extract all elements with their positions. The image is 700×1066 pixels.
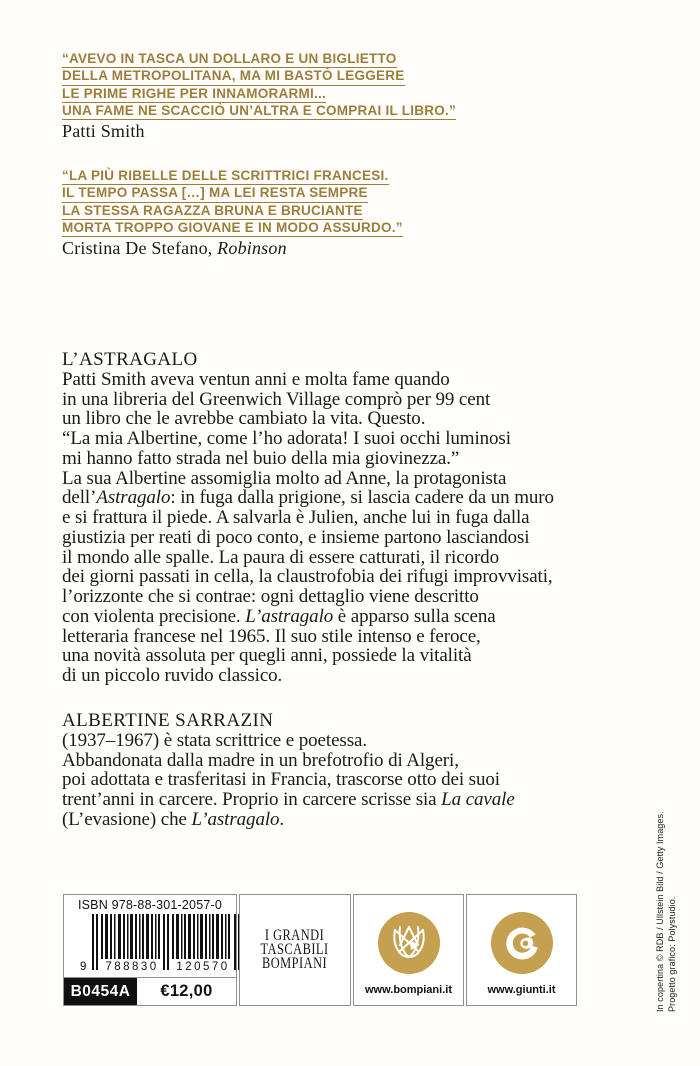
cover-credit-line-1: In copertina © RDB / Ullstein Bild / Getty Images. (655, 811, 665, 1012)
giunti-logo-icon (491, 912, 553, 974)
author-bio-block (62, 711, 515, 830)
cover-credit-line-2: Progetto grafico: Polystudio. (666, 896, 677, 1012)
quote-attribution-cristina: Cristina De Stefano, Robinson (62, 238, 287, 258)
synopsis-heading: L’ASTRAGALO (62, 349, 198, 370)
cover-credit-text (655, 811, 678, 1012)
synopsis-block (62, 350, 554, 686)
quote-cristina-de-stefano: “LA PIÙ RIBELLE DELLE SCRITTRICI FRANCESI. IL TEMPO PASSA […] MA LEI RESTA SEMPRE LA STESSA RAGAZZA BRUNA E BRUCIANTE MORTA TROPPO GIOVANE E IN MODO ASSURDO.” (62, 167, 403, 236)
barcode-digits (79, 961, 228, 974)
imprint-name: I GRANDI TASCABILI BOMPIANI (260, 926, 330, 973)
imprint-cell (239, 894, 351, 1006)
author-name-heading: ALBERTINE SARRAZIN (62, 710, 274, 731)
barcode-digit-group-2: 120570 (172, 961, 234, 974)
code-price-row (64, 977, 236, 1005)
barcode-digit-group-1: 788830 (101, 961, 163, 974)
quote-attribution-patti-smith: Patti Smith (62, 121, 145, 141)
price-label: €12,00 (160, 982, 213, 1000)
bompiani-logo-cell (353, 894, 464, 1006)
author-bio-text: (1937–1967) è stata scrittrice e poetessa. Abbandonata dalla madre in un brefotrofio di Algeri, poi adottata e trasferitasi in Francia, trascorse otto dei suoi trent’anni in carcere. Proprio in carcere scrisse sia La cavale (L’evasione) che L’astragalo. (62, 729, 515, 830)
isbn-label: ISBN 978-88-301-2057-0 (77, 898, 223, 912)
giunti-url: www.giunti.it (487, 984, 556, 996)
quote-patti-smith: “AVEVO IN TASCA UN DOLLARO E UN BIGLIETTO DELLA METROPOLITANA, MA MI BASTÒ LEGGERE LE PRIME RIGHE PER INNAMORARMI... UNA FAME NE SCACCIÒ UN’ALTRA E COMPRAI IL LIBRO.” (62, 50, 456, 119)
barcode-digit-lead: 9 (80, 961, 87, 973)
product-code-badge: B0454A (64, 978, 137, 1005)
footer-strip (63, 894, 577, 1006)
ean-barcode (79, 914, 232, 973)
synopsis-text: Patti Smith aveva ventun anni e molta fame quando in una libreria del Greenwich Village comprò per 99 cent un libro che le avrebbe cambiato la vita. Questo. “La mia Albertine, come l’ho adorata! I suoi occhi luminosi mi hanno fatto strada nel buio della mia giovinezza.” La sua Albertine assomiglia molto ad Anne, la protagonista dell’Astragalo: in fuga dalla prigione, si lascia cadere da un muro e si frattura il piede. A salvarla è Julien, anche lui in fuga dalla giustizia per reati di poco conto, e insieme partono lasciandosi il mondo alle spalle. La paura di essere catturati, il ricordo dei giorni passati in cella, la claustrofobia dei rifugi improvvisati, l’orizzonte che si contrae: ogni dettaglio viene descritto con violenta precisione. L’astragalo è apparso sulla scena letteraria francese nel 1965. Il suo stile intenso e feroce, una novità assoluta per quegli anni, possiede la vitalità di un piccolo ruvido classico. (62, 368, 554, 686)
giunti-logo-cell (466, 894, 577, 1006)
bompiani-url: www.bompiani.it (365, 984, 452, 996)
bompiani-flower-icon (378, 912, 440, 974)
barcode-cell (63, 894, 237, 1006)
